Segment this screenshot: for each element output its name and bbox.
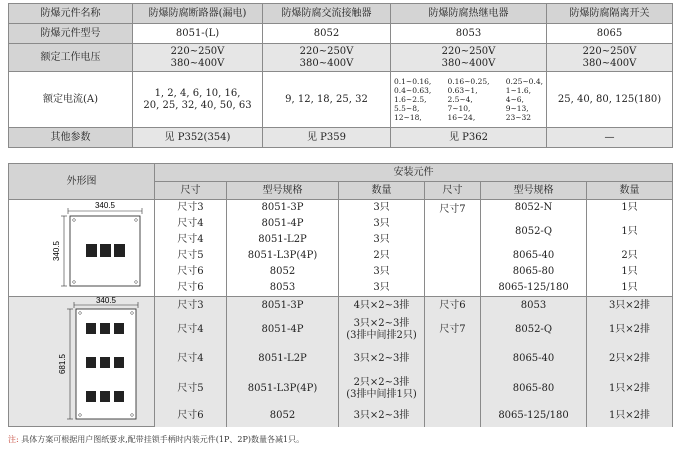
cell <box>263 44 391 72</box>
model-cell: 8052 <box>227 404 339 426</box>
cell <box>391 72 547 128</box>
cell: 25, 40, 80, 125(180) <box>547 72 673 128</box>
model-cell: 8065-40 <box>481 345 587 374</box>
qty-cell: 3只×2~3排 <box>339 404 425 426</box>
subheader: 数量 <box>587 182 673 200</box>
model-cell: 8051-3P <box>227 296 339 314</box>
spec-header: 防爆防腐断路器(漏电) <box>133 4 263 24</box>
size-cell: 尺寸4 <box>155 232 227 248</box>
qty-cell: 3只 <box>339 264 425 280</box>
model-row <box>9 24 673 44</box>
line: 0.16~0.25, <box>447 77 490 86</box>
qty-cell <box>339 314 425 345</box>
line: 5.5~8, <box>394 104 420 113</box>
qty-cell: 3只×2~3排 <box>339 345 425 374</box>
model-cell: 8053 <box>481 296 587 314</box>
qty-cell: 1只 <box>587 264 673 280</box>
qty-cell: 1只×2排 <box>587 404 673 426</box>
cell <box>391 44 547 72</box>
spec-header: 防爆防腐隔离开关 <box>547 4 673 24</box>
relay-col <box>503 77 546 122</box>
model-cell: 8065-40 <box>481 248 587 264</box>
line: 0.4~0.63, <box>394 86 432 95</box>
model-cell: 8052-N <box>481 200 587 216</box>
qty-cell: 1只×2排 <box>587 314 673 345</box>
line: 3只×2~3排 <box>353 318 410 330</box>
model-cell: 8052 <box>227 264 339 280</box>
qty-cell: 3只 <box>339 200 425 216</box>
relay-col <box>391 77 434 122</box>
size-cell: 尺寸3 <box>155 296 227 314</box>
qty-cell: 1只 <box>587 200 673 216</box>
spec-header-row <box>9 4 673 24</box>
enclosure-drawing-large <box>9 296 155 427</box>
other-row <box>9 128 673 148</box>
model-cell: 8053 <box>227 280 339 296</box>
line: 220~250V <box>582 46 637 57</box>
install-table <box>8 163 673 427</box>
line: 2.5~4, <box>447 95 473 104</box>
row-label: 额定电流(A) <box>9 72 133 128</box>
line: 1~1.6, <box>505 86 532 95</box>
subheader: 尺寸 <box>155 182 227 200</box>
cell: 见 P352(354) <box>133 128 263 148</box>
line: 0.1~0.16, <box>394 77 432 86</box>
footnote-prefix: 注: <box>8 435 19 444</box>
qty-cell: 2只 <box>587 248 673 264</box>
qty-cell: 3只 <box>339 232 425 248</box>
line: 20, 25, 32, 40, 50, 63 <box>143 99 252 111</box>
cell: 见 P362 <box>391 128 547 148</box>
line: 9~13, <box>505 104 529 113</box>
cell <box>547 44 673 72</box>
table-row <box>9 200 673 216</box>
qty-cell: 4只×2~3排 <box>339 296 425 314</box>
model-cell: 8051-4P <box>227 314 339 345</box>
relay-current-list <box>391 77 546 122</box>
line: (3排中间排2只) <box>346 329 417 341</box>
line: 4~6, <box>505 95 524 104</box>
size-cell: 尺寸5 <box>155 373 227 404</box>
enclosure-340-diagram <box>12 200 152 292</box>
footnote-text: 具体方案可根据用户图纸要求,配带挂锁手柄时内装元件(1P、2P)数量各减1只。 <box>21 435 305 444</box>
row-label: 额定工作电压 <box>9 44 133 72</box>
line: 380~400V <box>441 57 496 69</box>
relay-col <box>444 77 492 122</box>
line: 0.63~1, <box>447 86 478 95</box>
install-header: 安装元件 <box>155 164 673 182</box>
size-cell: 尺寸5 <box>155 248 227 264</box>
model-cell: 8065-125/180 <box>481 404 587 426</box>
spec-header: 防爆元件名称 <box>9 4 133 24</box>
model-cell: 8065-80 <box>481 373 587 404</box>
line: 7~10, <box>447 104 471 113</box>
model-cell: 8051-4P <box>227 216 339 233</box>
line: 23~32 <box>505 113 532 122</box>
size-cell <box>425 373 481 404</box>
size-cell: 尺寸7 <box>425 200 481 297</box>
cell: — <box>547 128 673 148</box>
spec-table <box>8 3 673 148</box>
height-dimension: 681.5 <box>57 353 67 374</box>
line: 220~250V <box>299 46 354 57</box>
model-cell: 8051-L3P(4P) <box>227 248 339 264</box>
qty-cell: 3只 <box>339 216 425 233</box>
qty-cell: 2只 <box>339 248 425 264</box>
qty-cell <box>339 373 425 404</box>
cell <box>133 44 263 72</box>
cell: 8051-(L) <box>133 24 263 44</box>
model-cell: 8051-3P <box>227 200 339 216</box>
shape-header: 外形图 <box>9 164 155 200</box>
current-row <box>9 72 673 128</box>
model-cell: 8051-L3P(4P) <box>227 373 339 404</box>
subheader: 型号规格 <box>227 182 339 200</box>
height-dimension: 340.5 <box>51 240 61 262</box>
line: 1, 2, 4, 6, 10, 16, <box>154 88 241 99</box>
line: 12~18, <box>394 113 422 122</box>
size-cell: 尺寸4 <box>155 345 227 374</box>
enclosure-681-diagram <box>12 297 152 423</box>
size-cell <box>425 345 481 374</box>
size-cell: 尺寸4 <box>155 314 227 345</box>
spec-header: 防爆防腐热继电器 <box>391 4 547 24</box>
qty-cell: 1只 <box>587 280 673 296</box>
row-label: 防爆元件型号 <box>9 24 133 44</box>
width-dimension: 340.5 <box>95 296 116 305</box>
size-cell: 尺寸7 <box>425 314 481 345</box>
model-cell: 8051-L2P <box>227 232 339 248</box>
line: 220~250V <box>441 46 496 57</box>
line: 380~400V <box>170 57 225 69</box>
line: 380~400V <box>299 57 354 69</box>
line: (3排中间排1只) <box>346 388 417 400</box>
cell: 9, 12, 18, 25, 32 <box>263 72 391 128</box>
subheader: 数量 <box>339 182 425 200</box>
cell: 8052 <box>263 24 391 44</box>
model-cell: 8065-80 <box>481 264 587 280</box>
enclosure-drawing-small <box>9 200 155 297</box>
subheader: 尺寸 <box>425 182 481 200</box>
size-cell: 尺寸6 <box>155 404 227 426</box>
model-cell: 8065-125/180 <box>481 280 587 296</box>
line: 380~400V <box>582 57 637 69</box>
line: 2只×2~3排 <box>353 377 410 389</box>
width-dimension: 340.5 <box>94 201 115 210</box>
line: 16~24, <box>447 113 476 122</box>
qty-cell: 3只 <box>339 280 425 296</box>
size-cell: 尺寸6 <box>155 280 227 296</box>
qty-cell: 1只 <box>587 216 673 249</box>
cell <box>133 72 263 128</box>
row-label: 其他参数 <box>9 128 133 148</box>
model-cell: 8052-Q <box>481 216 587 249</box>
model-cell: 8052-Q <box>481 314 587 345</box>
model-cell: 8051-L2P <box>227 345 339 374</box>
table-row <box>9 296 673 314</box>
line: 1.6~2.5, <box>394 95 427 104</box>
qty-cell: 2只×2排 <box>587 345 673 374</box>
cell: 8053 <box>391 24 547 44</box>
cell: 见 P359 <box>263 128 391 148</box>
size-cell: 尺寸3 <box>155 200 227 216</box>
cell: 8065 <box>547 24 673 44</box>
size-cell: 尺寸4 <box>155 216 227 233</box>
line: 220~250V <box>170 46 225 57</box>
size-cell: 尺寸6 <box>155 264 227 280</box>
qty-cell: 3只×2排 <box>587 296 673 314</box>
size-cell: 尺寸6 <box>425 296 481 314</box>
subheader: 型号规格 <box>481 182 587 200</box>
footnote <box>8 434 304 445</box>
size-cell <box>425 404 481 426</box>
install-header-row <box>9 164 673 182</box>
voltage-row <box>9 44 673 72</box>
qty-cell: 1只×2排 <box>587 373 673 404</box>
line: 0.25~0.4, <box>505 77 543 86</box>
spec-header: 防爆防腐交流接触器 <box>263 4 391 24</box>
